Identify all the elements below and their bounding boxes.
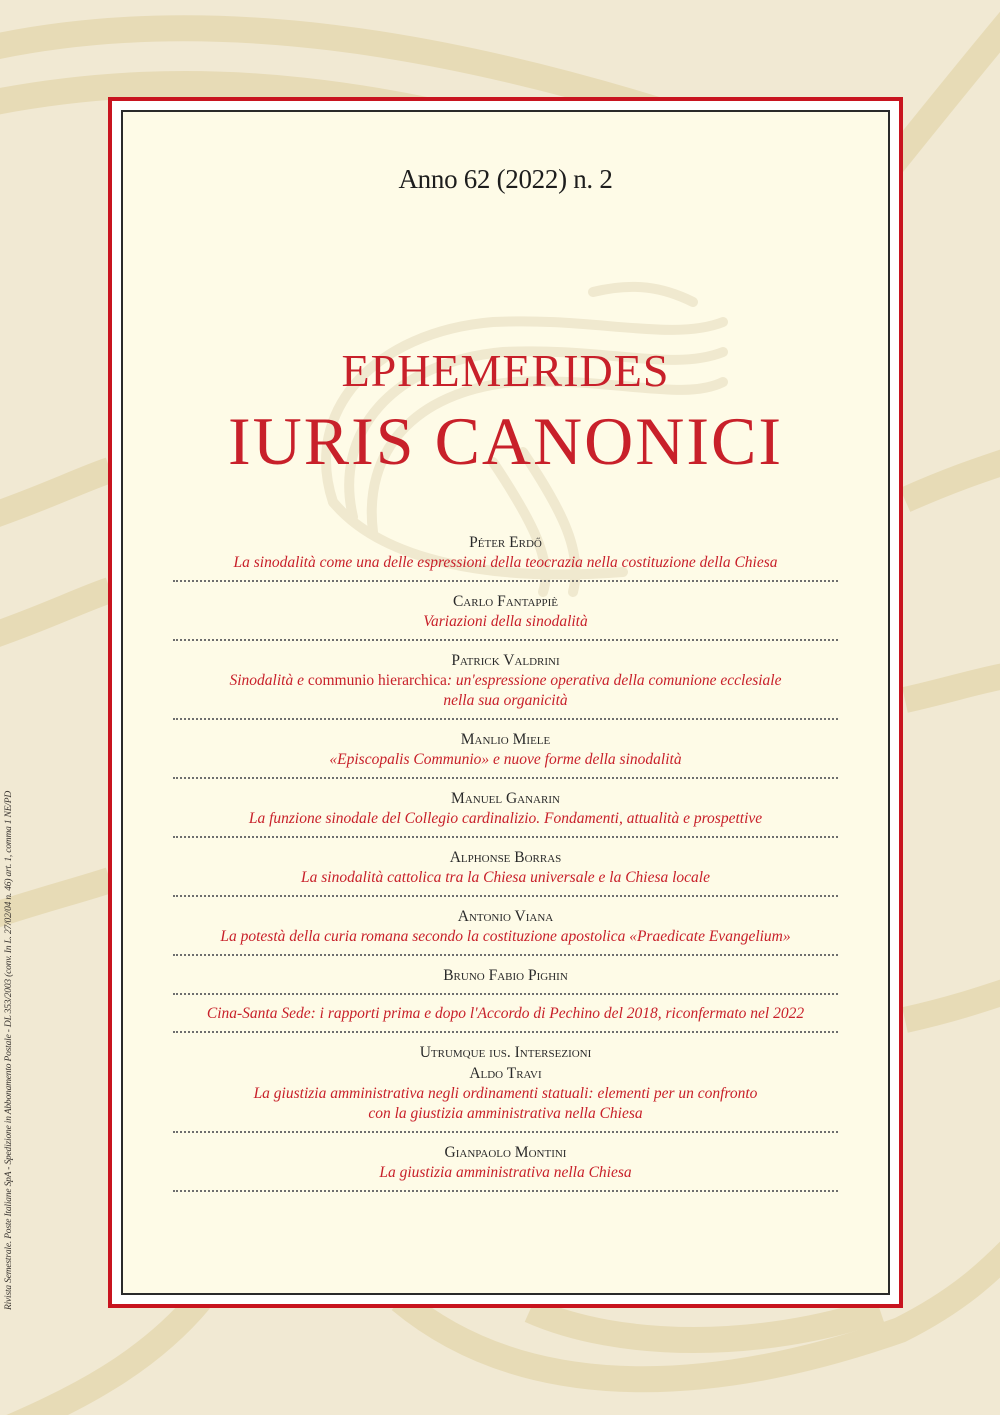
toc-author: Manuel Ganarin <box>451 790 560 807</box>
toc-article-title <box>173 671 838 691</box>
dotted-separator <box>173 836 838 838</box>
toc-title-part: : un'espressione operativa della comunione ecclesiale <box>446 672 782 689</box>
cover-frame-inner <box>121 110 890 1295</box>
dotted-separator <box>173 895 838 897</box>
dotted-separator <box>173 580 838 582</box>
toc-article-title: La giustizia amministrativa nella Chiesa <box>379 1164 632 1181</box>
toc-article-title: La sinodalità cattolica tra la Chiesa universale e la Chiesa locale <box>301 869 710 886</box>
toc-article-title: «Episcopalis Communio» e nuove forme della sinodalità <box>329 751 682 768</box>
toc-article-title-cont: nella sua organicità <box>443 692 568 709</box>
toc-entry <box>173 1004 838 1024</box>
toc-article-title: La giustizia amministrativa negli ordinamenti statuali: elementi per un confronto <box>253 1085 758 1102</box>
cover-frame-outer <box>108 97 903 1308</box>
toc-author: Antonio Viana <box>457 908 554 925</box>
toc-title-part: communio hierarchica <box>307 672 447 689</box>
toc-entry <box>173 591 838 632</box>
toc-entry <box>173 965 838 986</box>
toc-article-title: La potestà della curia romana secondo la costituzione apostolica «Praedicate Evangelium» <box>220 928 791 945</box>
toc-entry <box>173 1042 838 1124</box>
toc-section-heading: Utrumque ius. Intersezioni <box>419 1044 592 1061</box>
toc-article-title: Variazioni della sinodalità <box>423 613 588 630</box>
toc-author: Alphonse Borras <box>449 849 562 866</box>
dotted-separator <box>173 777 838 779</box>
dotted-separator <box>173 954 838 956</box>
toc-article-title: La sinodalità come una delle espressioni della teocrazia nella costituzione della Chiesa <box>233 554 778 571</box>
issue-number: Anno 62 (2022) n. 2 <box>398 164 613 194</box>
dotted-separator <box>173 1190 838 1192</box>
toc-author: Gianpaolo Montini <box>444 1144 567 1161</box>
dotted-separator <box>173 1131 838 1133</box>
toc-entry <box>173 532 838 573</box>
journal-title-line1: EPHEMERIDES <box>341 345 670 396</box>
journal-title-line2: IURIS CANONICI <box>228 403 783 479</box>
table-of-contents <box>173 532 838 1201</box>
toc-author: Péter Erdő <box>469 534 542 551</box>
dotted-separator <box>173 1031 838 1033</box>
toc-author: Manlio Miele <box>460 731 551 748</box>
toc-entry <box>173 788 838 829</box>
toc-article-title-cont: con la giustizia amministrativa nella Chiesa <box>368 1105 643 1122</box>
toc-entry <box>173 650 838 711</box>
toc-author: Carlo Fantappiè <box>452 593 559 610</box>
toc-title-part: Sinodalità e <box>229 672 308 689</box>
dotted-separator <box>173 718 838 720</box>
toc-author: Patrick Valdrini <box>451 652 560 669</box>
toc-article-title: Cina-Santa Sede: i rapporti prima e dopo l'Accordo di Pechino del 2018, riconfermato nel 2022 <box>206 1005 805 1022</box>
toc-article-title: La funzione sinodale del Collegio cardinalizio. Fondamenti, attualità e prospettive <box>248 810 763 827</box>
toc-author: Bruno Fabio Pighin <box>443 967 568 984</box>
dotted-separator <box>173 639 838 641</box>
toc-entry <box>173 1142 838 1183</box>
dotted-separator <box>173 993 838 995</box>
toc-author: Aldo Travi <box>469 1065 542 1082</box>
spine-postal-text: Rivista Semestrale. Poste Italiane SpA - Spedizione in Abbonamento Postale - DL 353/2003 (conv. In L. 27/02/04 n. 46) art. 1, comma 1 NE/PD <box>4 790 14 1310</box>
toc-entry <box>173 847 838 888</box>
toc-entry <box>173 729 838 770</box>
toc-entry <box>173 906 838 947</box>
